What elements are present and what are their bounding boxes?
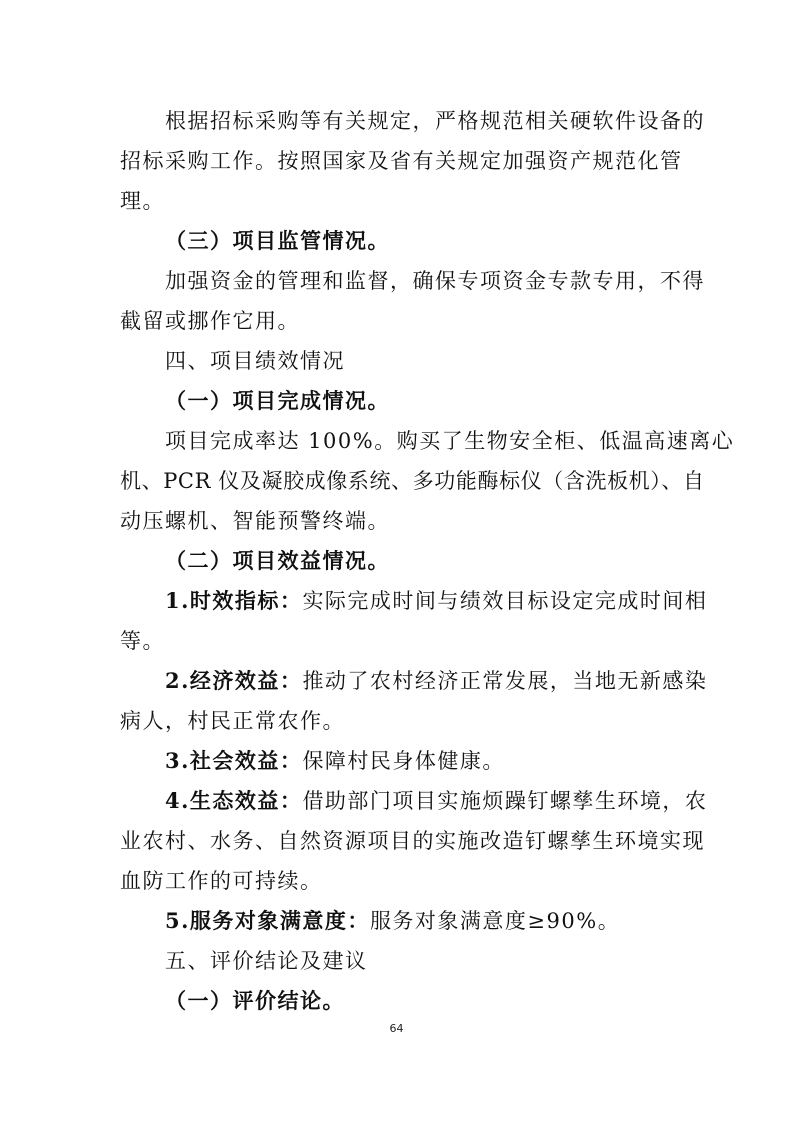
section-heading: （一）项目完成情况。 bbox=[165, 388, 390, 413]
indicator-text: 推动了农村经济正常发展，当地无新感染 bbox=[302, 669, 708, 693]
paragraph-line: 截留或挪作它用。 bbox=[120, 309, 300, 333]
page-number: 64 bbox=[389, 1022, 404, 1035]
paragraph-line: 根据招标采购等有关规定，严格规范相关硬软件设备的 bbox=[165, 109, 705, 133]
indicator-text: 保障村民身体健康。 bbox=[302, 749, 505, 773]
paragraph-line: 血防工作的可持续。 bbox=[120, 869, 323, 893]
paragraph-line: 业农村、水务、自然资源项目的实施改造钉螺孳生环境实现 bbox=[120, 829, 705, 853]
indicator-label: 5.服务对象满意度： bbox=[165, 908, 370, 933]
paragraph-line: 动压螺机、智能预警终端。 bbox=[120, 509, 390, 533]
indicator-line bbox=[165, 666, 708, 696]
section-heading: （二）项目效益情况。 bbox=[165, 548, 390, 573]
paragraph-line: 项目完成率达 100%。购买了生物安全柜、低温高速离心 bbox=[165, 429, 735, 453]
paragraph-line: 等。 bbox=[120, 629, 165, 653]
indicator-label: 2.经济效益： bbox=[165, 668, 303, 693]
chapter-heading: 四、项目绩效情况 bbox=[165, 349, 345, 373]
section-heading: （一）评价结论。 bbox=[165, 988, 345, 1013]
paragraph-line: 理。 bbox=[120, 189, 165, 213]
indicator-text: 服务对象满意度≥90%。 bbox=[369, 909, 621, 933]
paragraph-line: 招标采购工作。按照国家及省有关规定加强资产规范化管 bbox=[120, 149, 683, 173]
indicator-text: 借助部门项目实施烦躁钉螺孳生环境，农 bbox=[302, 789, 708, 813]
indicator-label: 3.社会效益： bbox=[165, 748, 303, 773]
indicator-line bbox=[165, 906, 725, 936]
chapter-heading: 五、评价结论及建议 bbox=[165, 949, 368, 973]
paragraph-line: 病人，村民正常农作。 bbox=[120, 709, 345, 733]
indicator-label: 4.生态效益： bbox=[165, 788, 303, 813]
indicator-label: 1.时效指标： bbox=[165, 588, 303, 613]
section-heading: （三）项目监管情况。 bbox=[165, 228, 390, 253]
indicator-line bbox=[165, 746, 725, 776]
indicator-line bbox=[165, 786, 708, 816]
indicator-line bbox=[165, 586, 708, 616]
paragraph-line: 加强资金的管理和监督，确保专项资金专款专用，不得 bbox=[165, 269, 705, 293]
indicator-text: 实际完成时间与绩效目标设定完成时间相 bbox=[302, 589, 708, 613]
paragraph-line: 机、PCR 仪及凝胶成像系统、多功能酶标仪（含洗板机）、自 bbox=[120, 469, 705, 493]
